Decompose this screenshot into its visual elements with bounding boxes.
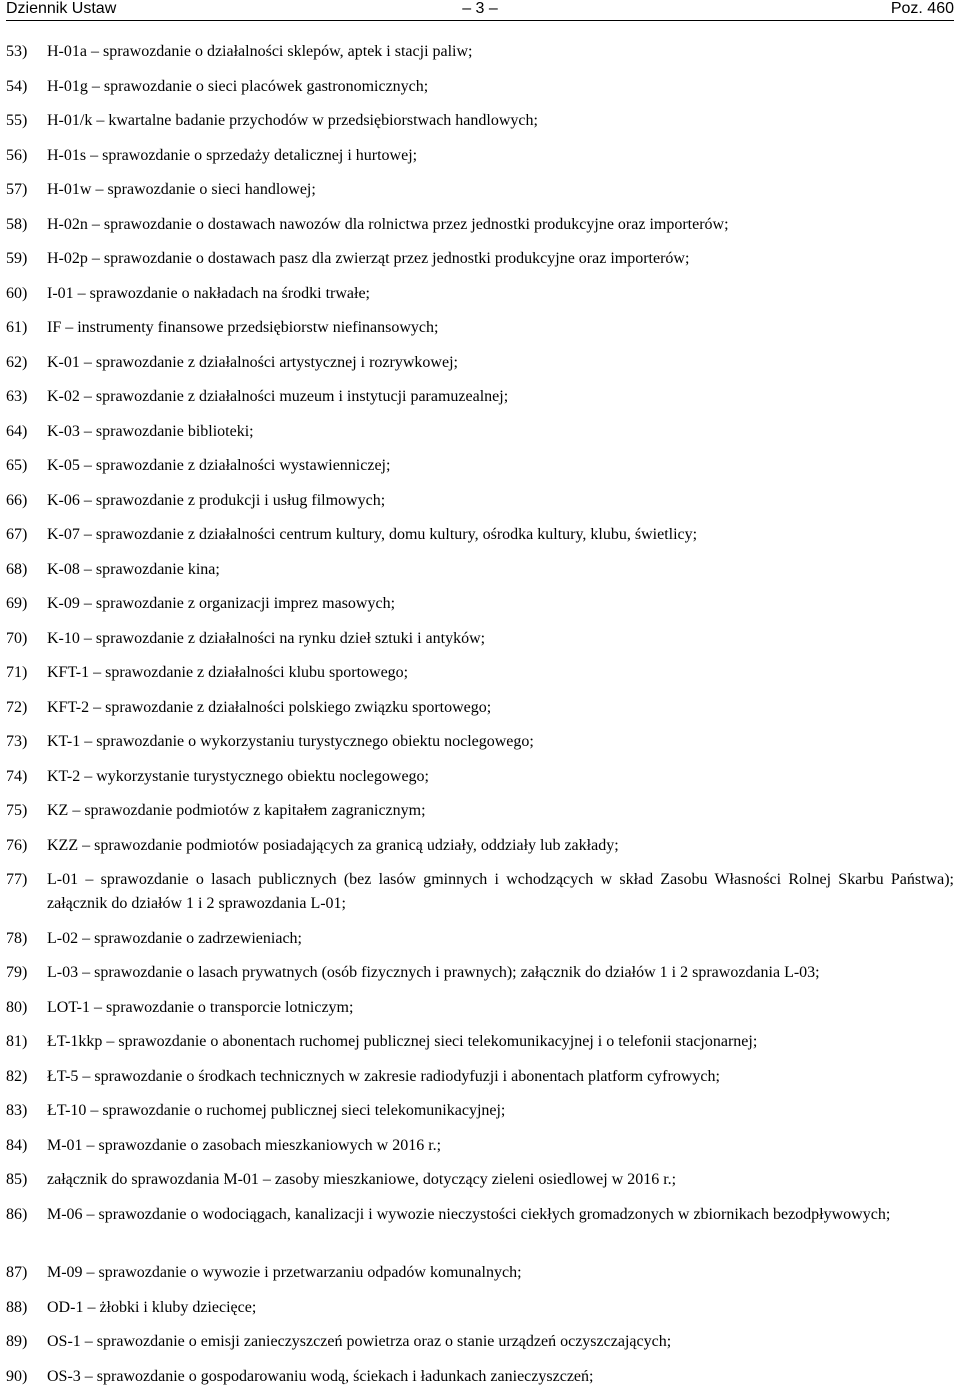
item-number: 88): [6, 1298, 28, 1316]
item-text: K-02 – sprawozdanie z działalności muzeum i instytucji paramuzealnej;: [47, 388, 509, 405]
item-number: 68): [6, 560, 28, 578]
item-text: IF – instrumenty finansowe przedsiębiorstw niefinansowych;: [47, 319, 439, 336]
list-item: [6, 1261, 954, 1285]
item-text: ŁT-1kkp – sprawozdanie o abonentach ruchomej publicznej sieci telekomunikacyjnej i o telefonii stacjonarnej;: [47, 1033, 758, 1050]
item-number: 90): [6, 1367, 28, 1385]
item-text: KT-2 – wykorzystanie turystycznego obiektu noclegowego;: [47, 767, 429, 785]
list-item: [6, 1365, 954, 1389]
item-text: ŁT-10 – sprawozdanie o ruchomej publicznej sieci telekomunikacyjnej;: [47, 1102, 506, 1119]
item-number: 83): [6, 1102, 28, 1119]
item-text: OS-3 – sprawozdanie o gospodarowaniu wodą, ściekach i ładunkach zanieczyszczeń;: [47, 1367, 594, 1385]
item-number: 87): [6, 1264, 28, 1281]
item-number: 53): [6, 43, 28, 60]
item-number: 59): [6, 250, 28, 267]
item-text: KFT-1 – sprawozdanie z działalności klubu sportowego;: [47, 664, 409, 681]
item-number: 70): [6, 629, 28, 647]
list-item: [6, 213, 954, 237]
list-item: [6, 454, 954, 478]
item-number: 61): [6, 319, 28, 336]
item-text: H-01g – sprawozdanie o sieci placówek gastronomicznych;: [47, 77, 429, 95]
list-item: [6, 1203, 954, 1251]
list-item: [6, 1330, 954, 1354]
item-text: H-02n – sprawozdanie o dostawach nawozów dla rolnictwa przez jednostki produkcyjne oraz importerów;: [47, 215, 729, 233]
item-number: 58): [6, 215, 28, 233]
item-number: 56): [6, 146, 28, 164]
list-item: [6, 144, 954, 168]
item-text: H-02p – sprawozdanie o dostawach pasz dla zwierząt przez jednostki produkcyjne oraz importerów;: [47, 250, 690, 267]
item-number: 69): [6, 595, 28, 612]
list-item: [6, 523, 954, 547]
list-item: [6, 385, 954, 409]
list-item: [6, 178, 954, 202]
item-text: H-01w – sprawozdanie o sieci handlowej;: [47, 181, 316, 198]
item-number: 71): [6, 664, 28, 681]
item-text: OD-1 – żłobki i kluby dziecięce;: [47, 1298, 257, 1316]
item-number: 55): [6, 112, 28, 129]
item-number: 60): [6, 284, 28, 302]
position-number: Poz. 460: [890, 0, 954, 17]
item-text: ŁT-5 – sprawozdanie o środkach technicznych w zakresie radiodyfuzji i abonentach platform cyfrowych;: [47, 1067, 720, 1085]
list-item: [6, 1065, 954, 1089]
list-item: [6, 661, 954, 685]
list-item: [6, 282, 954, 306]
item-text: załącznik do sprawozdania M-01 – zasoby mieszkaniowe, dotyczący zieleni osiedlowej w 2016 r.;: [47, 1171, 677, 1188]
list-item: [6, 1099, 954, 1123]
item-text: M-06 – sprawozdanie o wodociągach, kanalizacji i wywozie nieczystości ciekłych gromadzonych w zbiornikach bezodpływowych;: [47, 1205, 891, 1223]
item-number: 54): [6, 77, 28, 95]
item-number: 72): [6, 698, 28, 716]
item-number: 66): [6, 491, 28, 509]
item-number: 82): [6, 1067, 28, 1085]
item-text: K-08 – sprawozdanie kina;: [47, 560, 220, 578]
item-text: K-03 – sprawozdanie biblioteki;: [47, 422, 254, 440]
page-header: [6, 0, 954, 21]
item-text: K-07 – sprawozdanie z działalności centrum kultury, domu kultury, ośrodka kultury, klubu, świetlicy;: [47, 526, 698, 543]
item-text: M-09 – sprawozdanie o wywozie i przetwarzaniu odpadów komunalnych;: [47, 1264, 522, 1281]
item-text: KZ – sprawozdanie podmiotów z kapitałem zagranicznym;: [47, 802, 426, 819]
list-item: [6, 420, 954, 444]
item-text: KZZ – sprawozdanie podmiotów posiadających za granicą udziały, oddziały lub zakłady;: [47, 836, 619, 854]
item-number: 81): [6, 1033, 28, 1050]
list-item: [6, 351, 954, 375]
item-number: 75): [6, 802, 28, 819]
item-text: L-02 – sprawozdanie o zadrzewieniach;: [47, 929, 302, 947]
item-text: L-01 – sprawozdanie o lasach publicznych (bez lasów gminnych i wchodzących w skład Zasobu Własności Rolnej Skarbu Państwa); załącznik do działów 1 i 2 sprawozdania L-01;: [47, 871, 954, 912]
list-item: [6, 834, 954, 858]
list-item: [6, 75, 954, 99]
list-item: [6, 1134, 954, 1158]
item-number: 86): [6, 1205, 28, 1223]
journal-title: Dziennik Ustaw: [6, 0, 117, 17]
list-item: [6, 765, 954, 789]
item-number: 64): [6, 422, 28, 440]
list-item: [6, 868, 954, 916]
list-item: [6, 1168, 954, 1192]
item-number: 76): [6, 836, 28, 854]
item-number: 80): [6, 998, 28, 1016]
page-number: – 3 –: [462, 0, 498, 17]
item-number: 62): [6, 353, 28, 371]
item-text: H-01s – sprawozdanie o sprzedaży detalicznej i hurtowej;: [47, 146, 418, 164]
list-item: [6, 799, 954, 823]
report-list: [6, 40, 954, 1399]
item-text: K-06 – sprawozdanie z produkcji i usług filmowych;: [47, 491, 386, 509]
list-item: [6, 730, 954, 754]
item-text: H-01a – sprawozdanie o działalności sklepów, aptek i stacji paliw;: [47, 43, 473, 60]
item-number: 84): [6, 1136, 28, 1154]
item-text: KT-1 – sprawozdanie o wykorzystaniu turystycznego obiektu noclegowego;: [47, 733, 534, 750]
list-item: [6, 996, 954, 1020]
list-item: [6, 927, 954, 951]
item-text: M-01 – sprawozdanie o zasobach mieszkaniowych w 2016 r.;: [47, 1136, 442, 1154]
list-item: [6, 247, 954, 271]
list-item: [6, 1296, 954, 1320]
list-item: [6, 489, 954, 513]
item-text: LOT-1 – sprawozdanie o transporcie lotniczym;: [47, 998, 354, 1016]
list-item: [6, 558, 954, 582]
list-item: [6, 592, 954, 616]
item-text: K-09 – sprawozdanie z organizacji imprez masowych;: [47, 595, 396, 612]
item-number: 74): [6, 767, 28, 785]
item-number: 67): [6, 526, 28, 543]
item-number: 79): [6, 964, 28, 981]
list-item: [6, 109, 954, 133]
list-item: [6, 40, 954, 64]
item-text: K-10 – sprawozdanie z działalności na rynku dzieł sztuki i antyków;: [47, 629, 486, 647]
item-number: 78): [6, 929, 28, 947]
item-number: 85): [6, 1171, 28, 1188]
list-item: [6, 627, 954, 651]
item-text: K-05 – sprawozdanie z działalności wystawienniczej;: [47, 457, 391, 474]
item-number: 89): [6, 1333, 28, 1350]
list-item: [6, 316, 954, 340]
list-item: [6, 696, 954, 720]
item-text: K-01 – sprawozdanie z działalności artystycznej i rozrywkowej;: [47, 353, 458, 371]
item-number: 73): [6, 733, 28, 750]
item-text: H-01/k – kwartalne badanie przychodów w przedsiębiorstwach handlowych;: [47, 112, 538, 129]
item-text: KFT-2 – sprawozdanie z działalności polskiego związku sportowego;: [47, 698, 492, 716]
item-number: 77): [6, 871, 28, 888]
item-number: 57): [6, 181, 28, 198]
item-text: OS-1 – sprawozdanie o emisji zanieczyszczeń powietrza oraz o stanie urządzeń oczyszczających;: [47, 1333, 672, 1350]
list-item: [6, 1030, 954, 1054]
item-text: I-01 – sprawozdanie o nakładach na środki trwałe;: [47, 284, 370, 302]
list-item: [6, 961, 954, 985]
item-text: L-03 – sprawozdanie o lasach prywatnych (osób fizycznych i prawnych); załącznik do działów 1 i 2 sprawozdania L-03;: [47, 964, 820, 981]
item-number: 65): [6, 457, 28, 474]
item-number: 63): [6, 388, 28, 405]
